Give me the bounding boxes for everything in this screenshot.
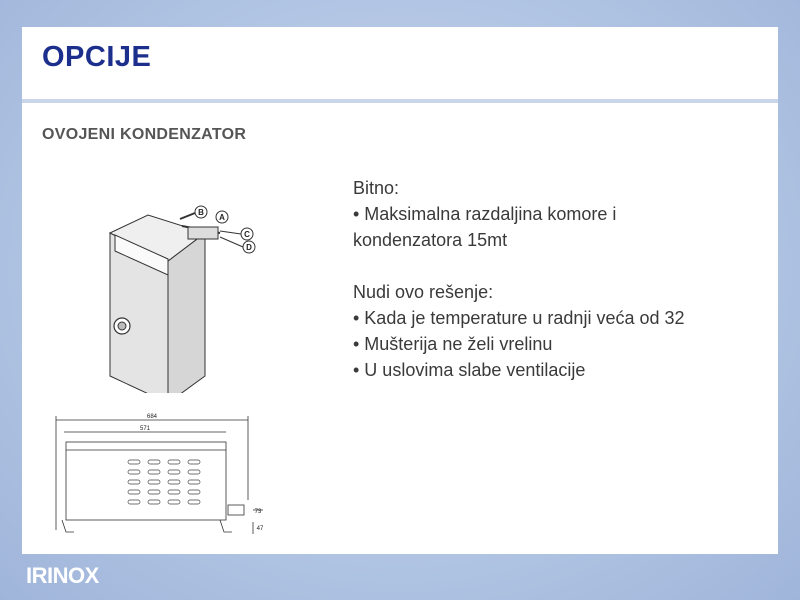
dim-684: 684: [146, 414, 158, 420]
body-line: • Mušterija ne želi vrelinu: [353, 334, 553, 354]
dim-47: 47: [256, 526, 264, 532]
label-c: C: [244, 230, 250, 239]
body-line: • Kada je temperature u radnji veća od 32: [353, 308, 685, 328]
irinox-logo: IRINOX: [26, 563, 99, 588]
dim-73: 73: [254, 509, 262, 515]
body-line: Bitno:: [353, 178, 400, 198]
body-line: kondenzatora 15mt: [353, 230, 508, 250]
label-a: A: [219, 213, 225, 222]
body-text: [353, 175, 685, 383]
label-b: B: [198, 208, 204, 217]
dim-571: 571: [139, 426, 151, 432]
body-line: • U uslovima slabe ventilacije: [353, 360, 586, 380]
page-title: OPCIJE: [42, 41, 152, 73]
section-subtitle: OVOJENI KONDENZATOR: [42, 126, 247, 143]
condenser-unit-illustration: [70, 171, 270, 393]
label-d: D: [246, 243, 252, 252]
slide: [22, 27, 778, 554]
body-line: • Maksimalna razdaljina komore i: [353, 204, 617, 224]
condenser-technical-drawing: [48, 410, 268, 536]
body-line: Nudi ovo rešenje:: [353, 282, 494, 302]
title-bar: [22, 27, 778, 103]
